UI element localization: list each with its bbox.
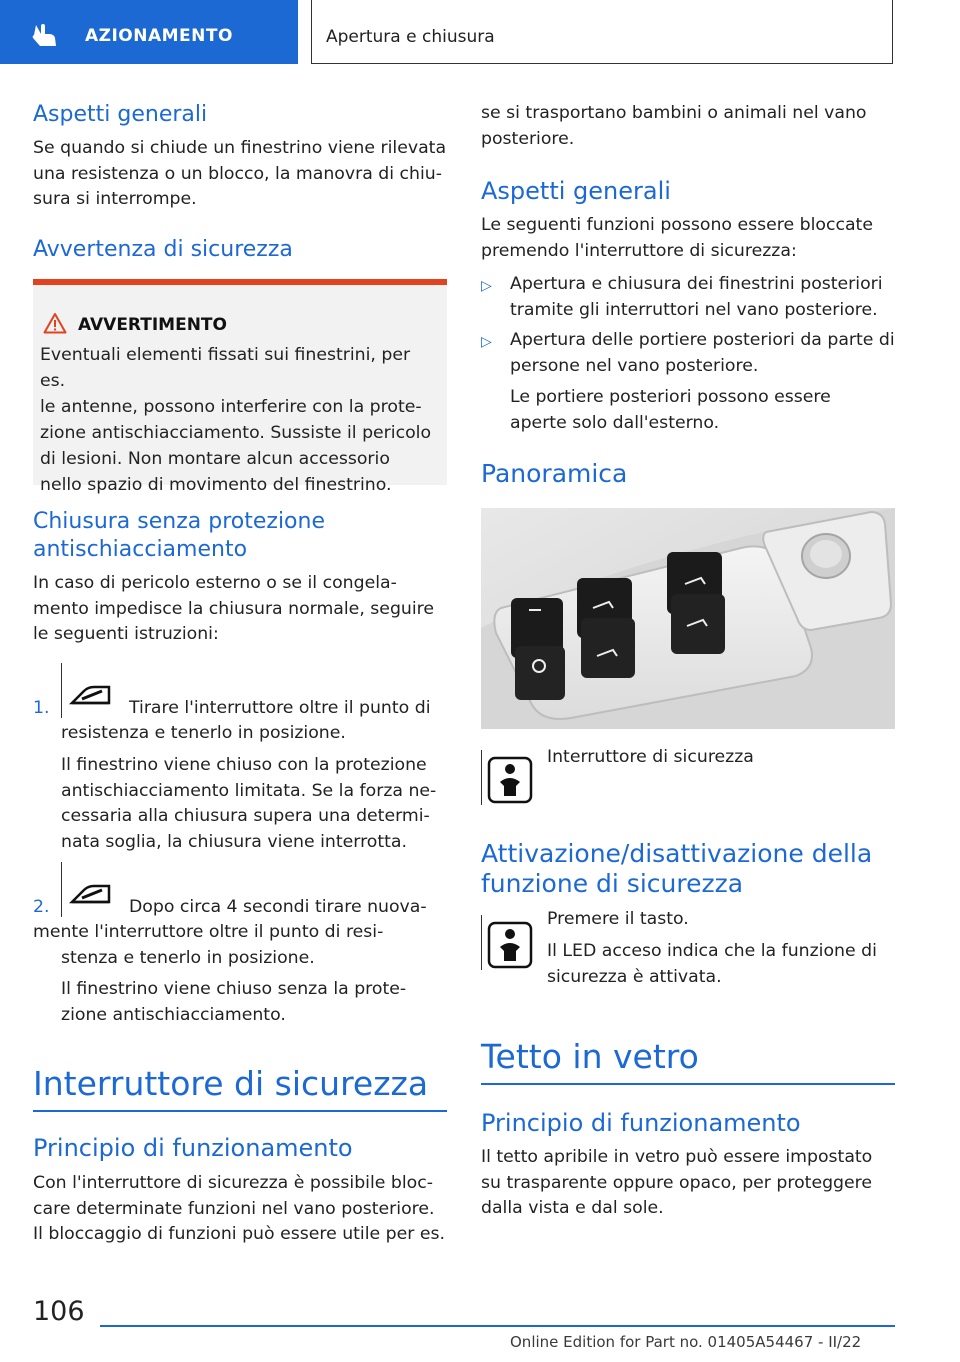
text-line: Il finestrino viene chiuso con la protezione (61, 755, 427, 775)
continuation-text (481, 101, 867, 152)
text-line: zione antischiacciamento. Sussiste il pericolo (40, 423, 432, 443)
text-line: posteriore. (481, 128, 575, 149)
child-lock-icon (482, 750, 537, 805)
text-line: Eventuali elementi fissati sui finestrini, per es. (40, 345, 411, 391)
general-heading: Aspetti generali (33, 102, 208, 127)
general-text (33, 136, 446, 213)
closing-heading (33, 508, 325, 564)
text-line: Con l'interruttore di sicurezza è possibile bloc‐ (33, 1173, 433, 1193)
text-line: In caso di pericolo esterno o se il congela‐ (33, 573, 397, 593)
child-lock-icon-box (481, 915, 536, 970)
roof-title: Tetto in vetro (481, 1037, 699, 1076)
text-line: Apertura delle portiere posteriori da parte di (510, 330, 895, 350)
text-line: mento impedisce la chiusura normale, seguire (33, 598, 435, 619)
activation-heading (481, 839, 872, 899)
bullet-arrow-icon: ▷ (481, 334, 492, 350)
bullet-sub-text (510, 385, 831, 436)
text-line: le antenne, possono interferire con la prote‐ (40, 397, 422, 417)
section-tab (0, 0, 298, 64)
subsection-label: Apertura e chiusura (326, 27, 495, 47)
text-line: nello spazio di movimento del finestrino. (40, 475, 392, 495)
text-line: zione antischiacciamento. (61, 1004, 286, 1025)
text-line: Apertura e chiusura dei finestrini posteriori (510, 274, 883, 294)
text-line: sura si interrompe. (33, 189, 197, 209)
child-lock-icon-box (481, 750, 536, 805)
subsection-box (311, 0, 893, 64)
heading-line: Attivazione/disattivazione della (481, 839, 873, 868)
edition-text: Online Edition for Part no. 01405A54467 - II/22 (510, 1333, 862, 1351)
text-line: Le seguenti funzioni possono essere bloccate (481, 215, 873, 235)
text-line: Il tetto apribile in vetro può essere impostato (481, 1147, 873, 1167)
text-line: nata soglia, la chiusura viene interrotta. (61, 831, 407, 852)
bullet-item (510, 328, 895, 379)
text-line: Il LED acceso indica che la funzione di (547, 941, 877, 961)
page-number: 106 (33, 1296, 85, 1327)
title-rule (481, 1083, 895, 1085)
activation-note (547, 939, 877, 990)
text-line: le seguenti istruzioni: (33, 624, 219, 644)
principle-text (33, 1171, 445, 1248)
window-switch-icon-box (61, 862, 116, 917)
general-text-right (481, 213, 873, 264)
text-line: una resistenza o un blocco, la manovra di chiu‐ (33, 163, 442, 184)
text-line: Se quando si chiude un finestrino viene rilevata (33, 138, 447, 158)
heading-line: Chiusura senza protezione (33, 509, 325, 534)
text-line: Le portiere posteriori possono essere (510, 387, 831, 407)
text-line: aperte solo dall'esterno. (510, 412, 720, 433)
text-line: se si trasportano bambini o animali nel vano (481, 103, 867, 123)
icon-legend: Interruttore di sicurezza (547, 747, 754, 767)
child-lock-icon (482, 915, 537, 970)
text-line: premendo l'interruttore di sicurezza: (481, 240, 797, 261)
warning-triangle-icon (43, 312, 67, 334)
step-text (33, 920, 383, 971)
heading-line: funzione di sicurezza (481, 869, 744, 898)
roof-text (481, 1145, 872, 1222)
text-line: resistenza e tenerlo in posizione. (61, 723, 346, 743)
title-rule (33, 1110, 447, 1112)
text-line: su trasparente oppure opaco, per proteggere (481, 1172, 873, 1193)
window-switch-icon-box (61, 663, 116, 718)
text-line: dalla vista e dal sole. (481, 1198, 664, 1218)
step-note (61, 753, 436, 855)
principle-heading: Principio di funzionamento (33, 1134, 353, 1162)
warning-body (40, 342, 440, 498)
step-note (61, 977, 406, 1028)
section-label: AZIONAMENTO (85, 26, 233, 46)
general-heading-right: Aspetti generali (481, 177, 671, 205)
warning-box (33, 279, 447, 495)
text-line: cessaria alla chiusura supera una determi‐ (61, 806, 430, 826)
text-line: sicurezza è attivata. (547, 966, 722, 987)
text-line: Il bloccaggio di funzioni può essere utile per es. (33, 1224, 445, 1244)
window-switch-icon (62, 663, 117, 718)
text-line: stenza e tenerlo in posizione. (61, 947, 315, 968)
footer-rule (100, 1325, 895, 1327)
activation-text: Premere il tasto. (547, 909, 689, 929)
text-line: Il finestrino viene chiuso senza la prote‐ (61, 979, 407, 999)
text-line: care determinate funzioni nel vano posteriore. (33, 1198, 435, 1219)
bullet-arrow-icon: ▷ (481, 278, 492, 294)
step-first-line: Dopo circa 4 secondi tirare nuova‐ (129, 897, 427, 917)
overview-heading: Panoramica (481, 459, 628, 488)
window-switch-icon (62, 862, 117, 917)
hand-pointer-icon (30, 22, 60, 48)
window-switch-panel-photo (481, 508, 895, 729)
text-line: antischiacciamento limitata. Se la forza ne‐ (61, 780, 437, 801)
bullet-item (510, 272, 883, 323)
step-first-line: Tirare l'interruttore oltre il punto di (129, 698, 431, 718)
warning-title: AVVERTIMENTO (78, 315, 227, 335)
text-line: di lesioni. Non montare alcun accessorio (40, 449, 390, 469)
step-number: 1. (33, 698, 50, 718)
closing-text (33, 571, 434, 648)
text-line: tramite gli interruttori nel vano posteriore. (510, 299, 878, 320)
step-number: 2. (33, 897, 50, 917)
step-text (61, 721, 346, 747)
text-line: persone nel vano posteriore. (510, 355, 759, 376)
switch-title: Interruttore di sicurezza (33, 1064, 429, 1103)
roof-principle-heading: Principio di funzionamento (481, 1109, 801, 1137)
text-line: mente l'interruttore oltre il punto di resi‐ (33, 922, 384, 942)
safety-heading: Avvertenza di sicurezza (33, 237, 293, 262)
heading-line: antischiacciamento (33, 537, 248, 562)
